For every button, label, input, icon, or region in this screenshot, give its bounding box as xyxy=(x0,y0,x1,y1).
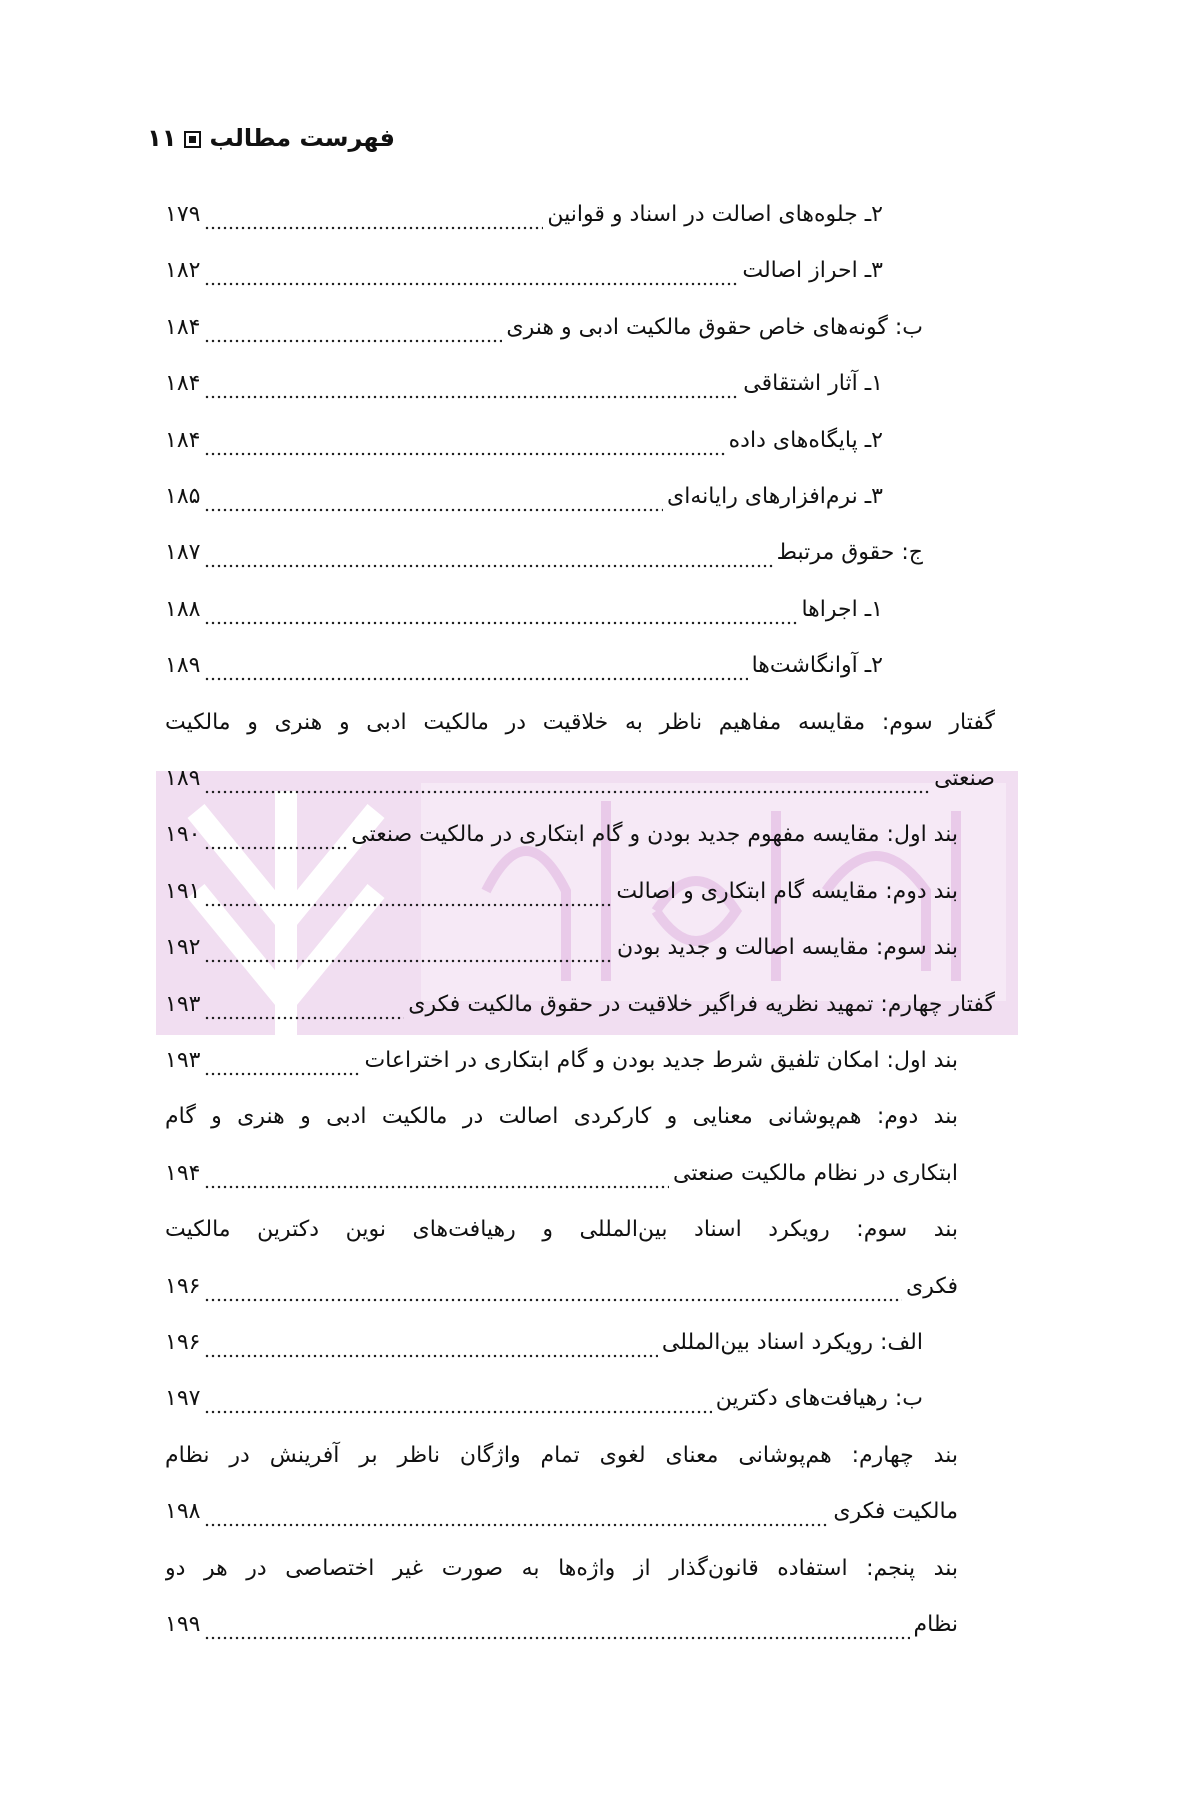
toc-entry-title: نظام xyxy=(913,1612,958,1637)
toc-entry-title: بند سوم: رویکرد اسناد بین‌المللی و رهیافت‌های نوین دکترین مالکیت xyxy=(165,1217,958,1243)
dot-leader xyxy=(204,1390,711,1414)
toc-entry[interactable] xyxy=(165,759,995,799)
dot-leader xyxy=(204,206,543,230)
toc-entry[interactable] xyxy=(165,195,883,235)
toc-page-number: ۱۹۹ xyxy=(165,1612,201,1637)
dot-leader xyxy=(204,488,663,512)
toc-page-number: ۱۸۴ xyxy=(165,371,201,397)
toc-page-number: ۱۷۹ xyxy=(165,202,201,227)
header-title: فهرست مطالب xyxy=(209,124,395,152)
dot-leader xyxy=(204,262,738,286)
toc-entry-title: بند چهارم: هم‌پوشانی معنای لغوی تمام واژگان ناظر بر آفرینش در نظام xyxy=(165,1442,958,1468)
toc-entry-title: ب: رهیافت‌های دکترین xyxy=(715,1386,923,1412)
toc-entry[interactable] xyxy=(165,928,958,968)
dot-leader xyxy=(204,1503,829,1527)
dot-leader xyxy=(204,1334,657,1358)
toc-entry-title: گفتار سوم: مقایسه مفاهیم ناظر به خلاقیت در مالکیت ادبی و هنری و مالکیت xyxy=(165,709,995,735)
toc-page-number: ۱۹۳ xyxy=(165,991,201,1017)
toc-entry[interactable] xyxy=(165,308,923,348)
toc-entry-line[interactable] xyxy=(165,1436,958,1476)
toc-page-number: ۱۸۲ xyxy=(165,258,201,284)
toc-entry[interactable] xyxy=(165,985,995,1025)
dot-leader xyxy=(204,1616,909,1640)
toc-entry-title: ۲ـ جلوه‌های اصالت در اسناد و قوانین xyxy=(547,202,883,227)
toc-entry-line[interactable] xyxy=(165,1097,958,1137)
toc-page-number: ۱۸۷ xyxy=(165,540,201,566)
toc-entry-title: ب: گونه‌های خاص حقوق مالکیت ادبی و هنری xyxy=(506,314,923,340)
toc-entry-title: ج: حقوق مرتبط xyxy=(776,540,923,566)
dot-leader xyxy=(204,601,797,625)
dot-leader xyxy=(204,939,613,963)
dot-leader xyxy=(204,1052,360,1076)
toc-entry-title: بند اول: مقایسه مفهوم جدید بودن و گام ابتکاری در مالکیت صنعتی xyxy=(351,822,958,848)
dot-leader xyxy=(204,432,724,456)
toc-entry-title: گفتار چهارم: تمهید نظریه فراگیر خلاقیت در حقوق مالکیت فکری xyxy=(408,991,995,1017)
toc-page-number: ۱۹۶ xyxy=(165,1330,201,1355)
toc-entry-title: صنعتی xyxy=(934,766,995,791)
header-page-number: ۱۱ xyxy=(147,124,177,152)
running-header xyxy=(147,118,395,158)
toc-entry[interactable] xyxy=(165,251,883,291)
toc-entry[interactable] xyxy=(165,533,923,573)
toc-entry[interactable] xyxy=(165,1154,958,1194)
toc-entry[interactable] xyxy=(165,1267,958,1307)
toc-page-number: ۱۸۴ xyxy=(165,314,201,340)
toc-entry[interactable] xyxy=(165,1605,958,1645)
toc-entry-title: ۳ـ نرم‌افزارهای رایانه‌ای xyxy=(667,484,883,509)
toc-page-number: ۱۸۸ xyxy=(165,596,201,622)
toc-page-number: ۱۹۱ xyxy=(165,878,201,904)
toc-page-number: ۱۸۴ xyxy=(165,427,201,453)
toc-entry-line[interactable] xyxy=(165,703,995,743)
dot-leader xyxy=(204,375,739,399)
toc-entry-title: مالکیت فکری xyxy=(833,1499,958,1525)
toc-entry[interactable] xyxy=(165,590,883,630)
toc-entry-title: بند پنجم: استفاده قانون‌گذار از واژه‌ها به صورت غیر اختصاصی در هر دو xyxy=(165,1555,958,1581)
toc-page-number: ۱۸۹ xyxy=(165,653,201,679)
toc-entry[interactable] xyxy=(165,1323,923,1363)
dot-leader xyxy=(204,770,930,794)
dot-leader xyxy=(204,1165,669,1189)
toc-entry-title: بند دوم: هم‌پوشانی معنایی و کارکردی اصالت در مالکیت ادبی و هنری و گام xyxy=(165,1104,958,1130)
toc-entry[interactable] xyxy=(165,1379,923,1419)
toc-entry-title: فکری xyxy=(905,1273,958,1299)
toc-entry-title: بند سوم: مقایسه اصالت و جدید بودن xyxy=(617,935,958,961)
toc-entry-title: ۳ـ احراز اصالت xyxy=(742,258,883,284)
toc-entry[interactable] xyxy=(165,477,883,517)
toc-entry[interactable] xyxy=(165,1492,958,1532)
toc-entry-title: الف: رویکرد اسناد بین‌المللی xyxy=(661,1330,923,1355)
toc-entry[interactable] xyxy=(165,815,958,855)
toc-page-number: ۱۹۳ xyxy=(165,1048,201,1073)
toc-entry-line[interactable] xyxy=(165,1210,958,1250)
toc-page-number: ۱۹۷ xyxy=(165,1386,201,1412)
toc-entry-title: ابتکاری در نظام مالکیت صنعتی xyxy=(673,1160,958,1186)
toc-entry-title: ۱ـ اجراها xyxy=(801,596,883,622)
square-bullet-icon xyxy=(184,131,201,148)
toc-entry-title: ۲ـ آوانگاشت‌ها xyxy=(751,653,883,679)
toc-page-number: ۱۸۹ xyxy=(165,766,201,791)
toc-entry[interactable] xyxy=(165,1041,958,1081)
toc-page-number: ۱۸۵ xyxy=(165,484,201,509)
toc-entry[interactable] xyxy=(165,421,883,461)
dot-leader xyxy=(204,883,612,907)
dot-leader xyxy=(204,826,347,850)
toc-entry[interactable] xyxy=(165,872,958,912)
dot-leader xyxy=(204,319,502,343)
toc-page-number: ۱۹۰ xyxy=(165,822,201,848)
dot-leader xyxy=(204,657,747,681)
toc-page-number: ۱۹۶ xyxy=(165,1273,201,1299)
toc-entry-title: بند دوم: مقایسه گام ابتکاری و اصالت xyxy=(616,878,958,904)
dot-leader xyxy=(204,1278,902,1302)
toc-entry[interactable] xyxy=(165,646,883,686)
toc-entry[interactable] xyxy=(165,364,883,404)
toc-entry-title: ۲ـ پایگاه‌های داده xyxy=(728,427,883,453)
toc-entry-title: بند اول: امکان تلفیق شرط جدید بودن و گام ابتکاری در اختراعات xyxy=(364,1048,958,1073)
toc-page-number: ۱۹۸ xyxy=(165,1499,201,1525)
toc-page-number: ۱۹۲ xyxy=(165,935,201,961)
toc-entry-line[interactable] xyxy=(165,1549,958,1589)
dot-leader xyxy=(204,544,772,568)
dot-leader xyxy=(204,996,404,1020)
toc-page-number: ۱۹۴ xyxy=(165,1160,201,1186)
toc-entry-title: ۱ـ آثار اشتقاقی xyxy=(743,371,883,397)
